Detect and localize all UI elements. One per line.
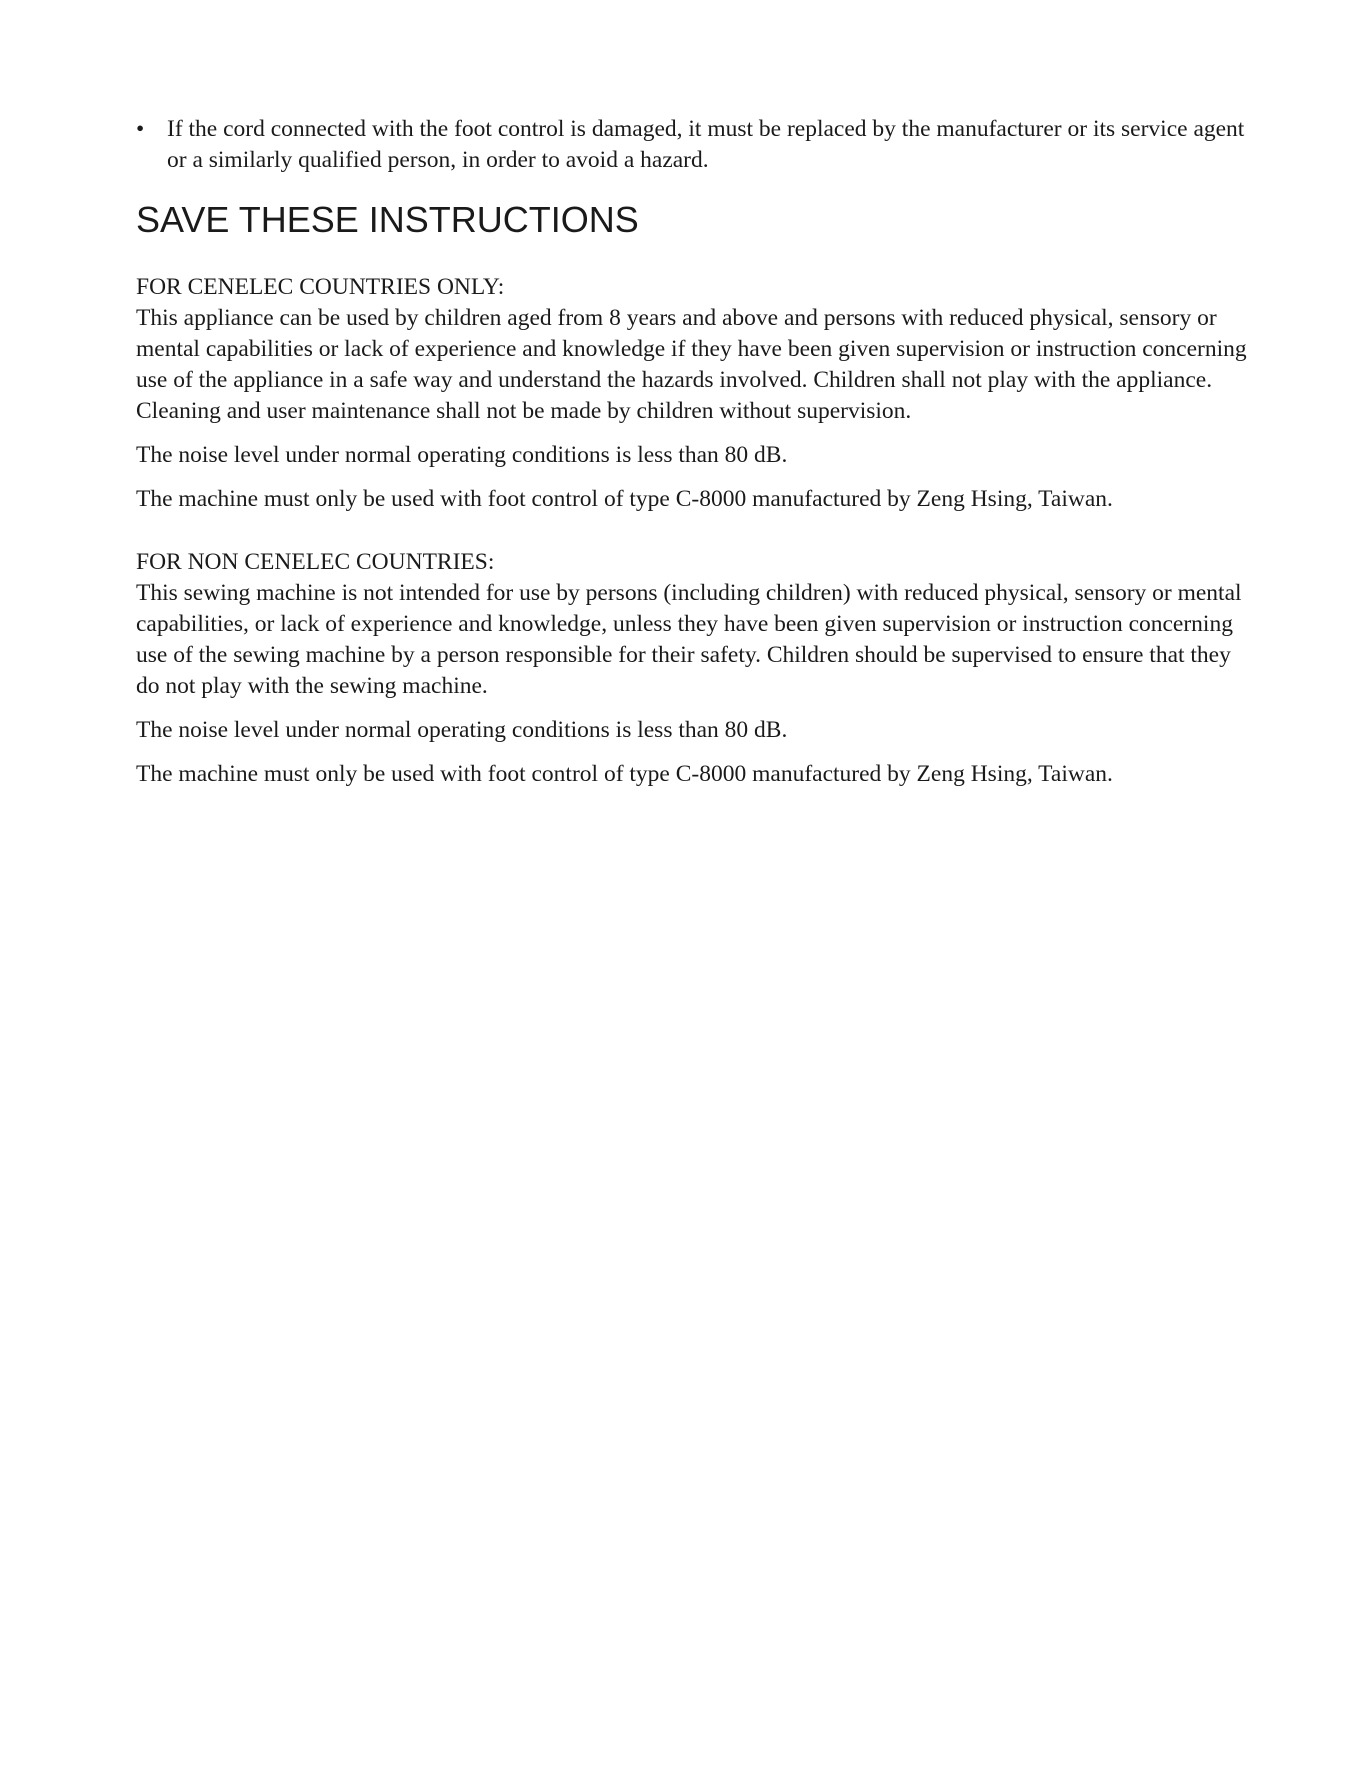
cenelec-label: FOR CENELEC COUNTRIES ONLY:	[136, 274, 505, 300]
bullet-mark: •	[136, 116, 145, 142]
document-page	[136, 114, 1256, 790]
cenelec-body: This appliance can be used by children aged from 8 years and above and persons with reduced physical, sensory or mental capabilities or lack of experience and knowledge if they have been given supervision or instruction concerning use of the appliance in a safe way and understand the hazards involved. Children shall not play with the appliance. Cleaning and user maintenance shall not be made by children without supervision.	[136, 305, 1247, 424]
non-cenelec-body: This sewing machine is not intended for use by persons (including children) with reduced physical, sensory or mental capabilities, or lack of experience and knowledge, unless they have been given supervision or instruction concerning use of the sewing machine by a person responsible for their safety. Children should be supervised to ensure that they do not play with the sewing machine.	[136, 580, 1242, 699]
cenelec-noise-note: The noise level under normal operating conditions is less than 80 dB.	[136, 442, 788, 468]
save-instructions-heading: SAVE THESE INSTRUCTIONS	[136, 199, 639, 240]
non-cenelec-section	[136, 547, 1256, 790]
non-cenelec-foot-control-note: The machine must only be used with foot control of type C-8000 manufactured by Zeng Hsing, Taiwan.	[136, 761, 1113, 787]
bullet-text: If the cord connected with the foot control is damaged, it must be replaced by the manufacturer or its service agent or a similarly qualified person, in order to avoid a hazard.	[167, 116, 1245, 173]
non-cenelec-label: FOR NON CENELEC COUNTRIES:	[136, 549, 495, 575]
cenelec-foot-control-note: The machine must only be used with foot control of type C-8000 manufactured by Zeng Hsing, Taiwan.	[136, 486, 1113, 512]
bullet-item-foot-cord	[136, 114, 1256, 176]
cenelec-section	[136, 272, 1256, 515]
non-cenelec-noise-note: The noise level under normal operating conditions is less than 80 dB.	[136, 717, 788, 743]
